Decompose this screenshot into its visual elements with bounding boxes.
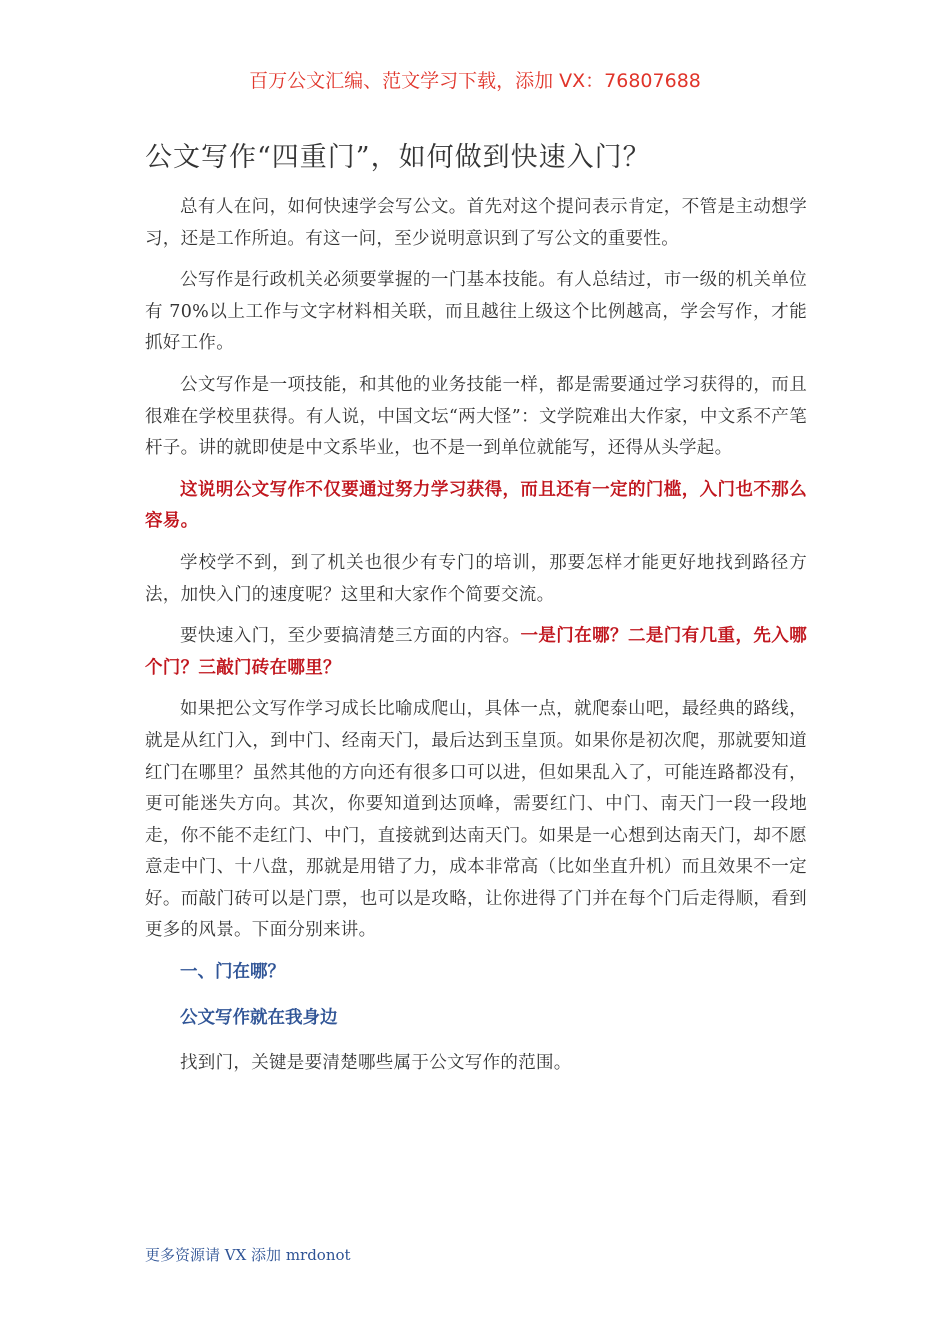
paragraph-6 xyxy=(145,621,807,684)
paragraph-5: 学校学不到，到了机关也很少有专门的培训，那要怎样才能更好地找到路径方法，加快入门的速度呢？这里和大家作个简要交流。 xyxy=(145,552,807,605)
paragraph-2: 公写作是行政机关必须要掌握的一门基本技能。有人总结过，市一级的机关单位有 70%以上工作与文字材料相关联，而且越往上级这个比例越高，学会写作，才能抓好工作。 xyxy=(145,270,807,354)
subsection-heading: 公文写作就在我身边 xyxy=(180,1007,338,1028)
paragraph-1: 总有人在问，如何快速学会写公文。首先对这个提问表示肯定，不管是主动想学习，还是工作所迫。有这一问，至少说明意识到了写公文的重要性。 xyxy=(145,197,807,249)
paragraph-7: 如果把公文写作学习成长比喻成爬山，具体一点，就爬泰山吧，最经典的路线，就是从红门入，到中门、经南天门，最后达到玉皇顶。如果你是初次爬，那就要知道红门在哪里？虽然其他的方向还有很多口可以进，但如果乱入了，可能连路都没有，更可能迷失方向。其次，你要知道到达顶峰，需要红门、中门、南天门一段一段地走，你不能不走红门、中门，直接就到达南天门。如果是一心想到达南天门，却不愿意走中门、十八盘，那就是用错了力，成本非常高（比如坐直升机）而且效果不一定好。而敲门砖可以是门票，也可以是攻略，让你进得了门并在每个门后走得顺，看到更多的风景。下面分别来讲。 xyxy=(145,699,807,941)
emphasis-paragraph: 这说明公文写作不仅要通过努力学习获得，而且还有一定的门槛，入门也不那么容易。 xyxy=(145,479,807,532)
footer-note: 更多资源请 VX 添加 mrdonot xyxy=(145,1246,351,1264)
promo-header: 百万公文汇编、范文学习下载，添加 VX：76807688 xyxy=(249,70,701,92)
article-title: 公文写作“四重门”，如何做到快速入门？ xyxy=(145,142,651,173)
paragraph-6-emphasis: 一是门在哪？二是门有几重，先入哪个门？三敲门砖在哪里？ xyxy=(145,626,807,678)
paragraph-6-plain: 要快速入门，至少要搞清楚三方面的内容。 xyxy=(180,626,521,647)
article-body xyxy=(145,138,807,1090)
paragraph-3: 公文写作是一项技能，和其他的业务技能一样，都是需要通过学习获得的，而且很难在学校里获得。有人说，中国文坛“两大怪”：文学院难出大作家，中文系不产笔杆子。讲的就即使是中文系毕业，也不是一到单位就能写，还得从头学起。 xyxy=(145,374,807,459)
section-heading: 一、门在哪？ xyxy=(180,962,285,983)
paragraph-8: 找到门，关键是要清楚哪些属于公文写作的范围。 xyxy=(180,1053,572,1074)
